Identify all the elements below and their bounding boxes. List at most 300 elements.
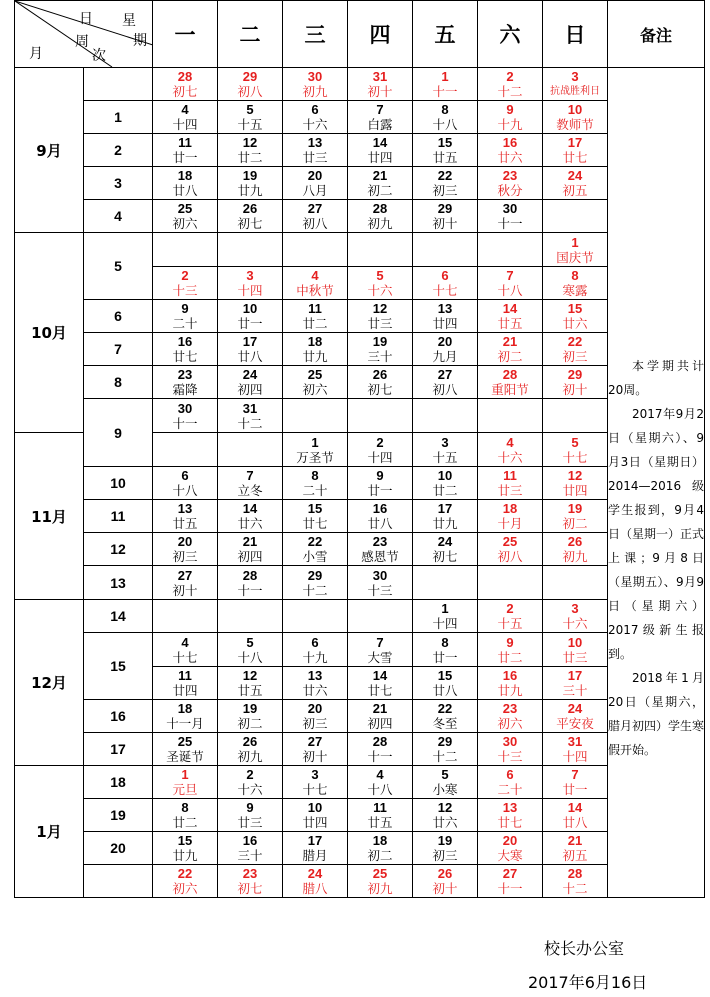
day-cell (348, 633, 413, 667)
day-number: 13 (307, 135, 323, 150)
day-cell (478, 600, 543, 633)
day-number: 9 (376, 468, 384, 483)
day-cell (218, 865, 283, 898)
day-cell (543, 233, 608, 267)
week-row (15, 600, 705, 633)
lunar-label: 十一 (432, 84, 458, 99)
day-cell (543, 832, 608, 865)
day-cell (543, 267, 608, 300)
day-cell (218, 799, 283, 832)
week-row (15, 134, 705, 167)
day-number: 21 (372, 701, 388, 716)
footer-office: 校长办公室 (544, 939, 625, 958)
day-number: 29 (437, 201, 453, 216)
day-number: 13 (502, 800, 518, 815)
week-number: 10 (84, 467, 153, 500)
empty-cell (543, 200, 608, 233)
day-number: 22 (307, 534, 323, 549)
weekday-header: 一 (153, 1, 218, 68)
week-number: 11 (84, 500, 153, 533)
lunar-label: 初六 (172, 216, 198, 231)
day-number: 29 (242, 69, 258, 84)
day-number: 1 (181, 767, 189, 782)
lunar-label: 十一 (172, 415, 198, 431)
day-number: 11 (178, 668, 192, 683)
lunar-label: 十六 (367, 283, 393, 298)
lunar-label: 十月 (497, 516, 523, 531)
day-number: 7 (376, 102, 384, 117)
day-cell (218, 200, 283, 233)
header-corner (15, 1, 153, 68)
day-number: 21 (567, 833, 583, 848)
empty-cell (283, 233, 348, 267)
day-cell (348, 733, 413, 766)
day-cell (218, 399, 283, 433)
day-number: 3 (571, 69, 579, 84)
day-number: 28 (372, 734, 388, 749)
day-cell (478, 832, 543, 865)
lunar-label: 十六 (237, 782, 263, 797)
day-cell (543, 500, 608, 533)
notes-text (608, 354, 704, 762)
lunar-label: 初九 (562, 549, 588, 564)
lunar-label: 十一 (237, 582, 263, 598)
day-cell (218, 566, 283, 600)
lunar-label: 初八 (302, 216, 328, 231)
day-cell (218, 167, 283, 200)
day-cell (478, 300, 543, 333)
day-cell (478, 667, 543, 700)
day-cell (153, 300, 218, 333)
day-cell (543, 600, 608, 633)
day-number: 10 (242, 301, 258, 316)
day-cell (543, 300, 608, 333)
day-number: 29 (307, 567, 323, 583)
day-cell (348, 832, 413, 865)
lunar-label: 初七 (432, 549, 458, 564)
lunar-label: 廿二 (432, 483, 458, 498)
day-cell (153, 766, 218, 799)
day-number: 27 (177, 567, 193, 583)
day-number: 7 (506, 268, 514, 283)
day-number: 6 (181, 468, 189, 483)
lunar-label: 廿七 (562, 150, 588, 165)
lunar-label: 中秋节 (296, 283, 334, 298)
day-number: 12 (372, 301, 388, 316)
lunar-label: 初三 (172, 549, 198, 564)
day-number: 1 (441, 601, 449, 616)
day-cell (413, 433, 478, 467)
day-cell (413, 633, 478, 667)
day-number: 14 (372, 135, 388, 150)
month-label: 9月 (15, 68, 84, 233)
day-number: 24 (567, 168, 583, 183)
month-label: 10月 (15, 233, 84, 433)
day-number: 24 (307, 866, 323, 881)
day-cell (478, 134, 543, 167)
day-cell (218, 733, 283, 766)
day-cell (478, 865, 543, 898)
day-number: 10 (567, 102, 583, 117)
empty-cell (348, 399, 413, 433)
week-number: 4 (84, 200, 153, 233)
day-cell (153, 533, 218, 566)
note-paragraph: 本学期共计20周。 (608, 358, 704, 397)
day-number: 20 (177, 534, 193, 549)
day-number: 9 (506, 634, 514, 650)
day-number: 3 (311, 767, 319, 782)
week-row (15, 68, 705, 101)
day-cell (413, 766, 478, 799)
day-cell (348, 333, 413, 366)
lunar-label: 初九 (237, 749, 263, 764)
day-number: 26 (242, 734, 258, 749)
day-cell (348, 167, 413, 200)
header-row (15, 1, 705, 68)
lunar-label: 腊八 (302, 881, 328, 896)
day-number: 10 (437, 468, 453, 483)
day-number: 25 (502, 534, 518, 549)
day-number: 15 (437, 668, 453, 683)
day-number: 31 (372, 69, 388, 84)
day-number: 2 (506, 69, 514, 84)
lunar-label: 廿六 (302, 683, 328, 698)
lunar-label: 小寒 (432, 782, 458, 797)
lunar-label: 廿四 (432, 316, 458, 331)
lunar-label: 重阳节 (491, 382, 529, 397)
lunar-label: 冬至 (432, 716, 458, 731)
week-number: 3 (84, 167, 153, 200)
day-number: 16 (177, 334, 193, 349)
lunar-label: 十一月 (166, 716, 204, 731)
corner-label-zhou: 周 (75, 34, 89, 50)
lunar-label: 二十 (172, 316, 198, 331)
lunar-label: 廿五 (497, 316, 523, 331)
day-cell (543, 433, 608, 467)
day-cell (218, 366, 283, 399)
day-cell (543, 533, 608, 566)
lunar-label: 廿五 (237, 683, 263, 698)
lunar-label: 廿七 (172, 349, 198, 364)
day-number: 2 (246, 767, 254, 782)
empty-cell (478, 566, 543, 600)
corner-label-ci: 次 (92, 48, 106, 64)
day-number: 25 (372, 866, 388, 881)
day-cell (413, 267, 478, 300)
lunar-label: 廿四 (367, 150, 393, 165)
lunar-label: 廿二 (497, 649, 523, 665)
day-cell (413, 832, 478, 865)
day-cell (283, 799, 348, 832)
day-cell (348, 433, 413, 467)
empty-cell (153, 600, 218, 633)
day-number: 11 (373, 800, 387, 815)
week-number: 1 (84, 101, 153, 134)
lunar-label: 廿八 (432, 683, 458, 698)
day-number: 28 (177, 69, 193, 84)
lunar-label: 初四 (367, 716, 393, 731)
day-number: 14 (242, 501, 258, 516)
day-cell (543, 799, 608, 832)
lunar-label: 廿二 (237, 150, 263, 165)
week-row (15, 300, 705, 333)
day-cell (283, 667, 348, 700)
day-number: 3 (246, 268, 254, 283)
day-number: 12 (242, 135, 258, 150)
day-cell (153, 865, 218, 898)
lunar-label: 十二 (237, 415, 263, 431)
day-number: 31 (567, 734, 583, 749)
day-cell (283, 733, 348, 766)
lunar-label: 十二 (497, 84, 523, 99)
day-cell (348, 566, 413, 600)
lunar-label: 廿五 (432, 150, 458, 165)
lunar-label: 初六 (497, 716, 523, 731)
lunar-label: 十四 (367, 449, 393, 465)
lunar-label: 三十 (237, 848, 263, 863)
day-number: 26 (567, 534, 583, 549)
day-number: 5 (441, 767, 449, 782)
day-cell (283, 467, 348, 500)
lunar-label: 初十 (432, 881, 458, 896)
week-number: 16 (84, 700, 153, 733)
lunar-label: 十四 (237, 283, 263, 298)
day-number: 27 (502, 866, 518, 881)
day-cell (543, 134, 608, 167)
day-cell (283, 366, 348, 399)
day-number: 14 (502, 301, 518, 316)
empty-cell (543, 399, 608, 433)
day-cell (283, 433, 348, 467)
day-cell (543, 333, 608, 366)
day-number: 6 (311, 102, 319, 117)
week-number: 15 (84, 633, 153, 700)
week-row (15, 333, 705, 366)
weekday-header: 二 (218, 1, 283, 68)
day-cell (413, 200, 478, 233)
day-number: 18 (177, 168, 193, 183)
lunar-label: 廿一 (367, 483, 393, 498)
day-cell (478, 467, 543, 500)
week-number: 8 (84, 366, 153, 399)
lunar-label: 初三 (302, 716, 328, 731)
week-number: 9 (84, 399, 153, 467)
month-label: 1月 (15, 766, 84, 898)
day-cell (218, 333, 283, 366)
lunar-label: 十八 (432, 117, 458, 132)
lunar-label: 十七 (172, 649, 198, 665)
day-cell (153, 667, 218, 700)
day-number: 1 (441, 69, 449, 84)
day-cell (543, 733, 608, 766)
lunar-label: 二十 (302, 483, 328, 498)
day-cell (348, 101, 413, 134)
day-number: 16 (502, 668, 518, 683)
day-number: 22 (437, 701, 453, 716)
day-cell (283, 533, 348, 566)
lunar-label: 二十 (497, 782, 523, 797)
day-cell (153, 700, 218, 733)
lunar-label: 十五 (497, 616, 523, 631)
day-number: 19 (437, 833, 453, 848)
day-cell (543, 700, 608, 733)
day-cell (348, 799, 413, 832)
day-number: 30 (177, 400, 193, 416)
day-number: 1 (311, 434, 319, 450)
day-number: 15 (307, 501, 323, 516)
day-cell (348, 700, 413, 733)
day-number: 7 (246, 468, 254, 483)
lunar-label: 初四 (237, 382, 263, 397)
day-cell (478, 799, 543, 832)
day-cell (413, 799, 478, 832)
month-label: 11月 (15, 433, 84, 600)
day-number: 16 (502, 135, 518, 150)
lunar-label: 廿六 (497, 150, 523, 165)
day-cell (543, 167, 608, 200)
day-cell (413, 533, 478, 566)
day-number: 23 (502, 701, 518, 716)
empty-cell (413, 399, 478, 433)
day-number: 11 (308, 301, 322, 316)
day-cell (478, 333, 543, 366)
lunar-label: 感恩节 (361, 549, 399, 564)
day-cell (478, 733, 543, 766)
day-cell (348, 766, 413, 799)
lunar-label: 大寒 (497, 848, 523, 863)
day-cell (218, 68, 283, 101)
week-row (15, 865, 705, 898)
day-number: 26 (372, 367, 388, 382)
day-number: 28 (502, 367, 518, 382)
lunar-label: 初十 (367, 84, 393, 99)
lunar-label: 初二 (562, 516, 588, 531)
lunar-label: 廿四 (302, 815, 328, 830)
lunar-label: 十六 (302, 117, 328, 132)
lunar-label: 初七 (367, 382, 393, 397)
empty-cell (218, 233, 283, 267)
day-number: 22 (567, 334, 583, 349)
week-row (15, 467, 705, 500)
lunar-label: 廿五 (172, 516, 198, 531)
day-number: 26 (242, 201, 258, 216)
day-cell (478, 200, 543, 233)
lunar-label: 十三 (497, 749, 523, 764)
lunar-label: 平安夜 (556, 716, 594, 731)
day-number: 15 (177, 833, 193, 848)
day-cell (153, 799, 218, 832)
lunar-label: 十三 (172, 283, 198, 298)
lunar-label: 廿六 (432, 815, 458, 830)
day-cell (413, 733, 478, 766)
lunar-label: 十八 (172, 483, 198, 498)
day-number: 14 (567, 800, 583, 815)
day-number: 24 (567, 701, 583, 716)
day-number: 17 (242, 334, 258, 349)
day-cell (153, 566, 218, 600)
lunar-label: 十七 (302, 782, 328, 797)
week-number: 14 (84, 600, 153, 633)
day-number: 20 (437, 334, 453, 349)
day-number: 1 (571, 234, 579, 250)
day-number: 4 (181, 102, 189, 117)
day-cell (283, 500, 348, 533)
day-number: 9 (181, 301, 189, 316)
lunar-label: 廿九 (497, 683, 523, 698)
day-number: 25 (307, 367, 323, 382)
day-cell (153, 333, 218, 366)
day-cell (348, 500, 413, 533)
day-cell (348, 68, 413, 101)
day-cell (413, 600, 478, 633)
week-number (84, 865, 153, 898)
day-cell (218, 134, 283, 167)
day-number: 15 (567, 301, 583, 316)
day-cell (218, 832, 283, 865)
day-number: 20 (307, 701, 323, 716)
lunar-label: 八月 (302, 183, 328, 198)
day-cell (153, 68, 218, 101)
week-row (15, 200, 705, 233)
day-cell (543, 467, 608, 500)
day-number: 5 (571, 434, 579, 450)
week-number (84, 68, 153, 101)
lunar-label: 初五 (562, 183, 588, 198)
day-cell (348, 667, 413, 700)
lunar-label: 廿三 (562, 649, 588, 665)
empty-cell (348, 600, 413, 633)
day-number: 8 (441, 634, 449, 650)
day-number: 15 (437, 135, 453, 150)
day-number: 12 (242, 668, 258, 683)
day-number: 26 (437, 866, 453, 881)
empty-cell (348, 233, 413, 267)
lunar-label: 十四 (432, 616, 458, 631)
lunar-label: 初八 (237, 84, 263, 99)
lunar-label: 廿二 (172, 815, 198, 830)
lunar-label: 初二 (237, 716, 263, 731)
day-number: 27 (307, 201, 323, 216)
day-number: 28 (372, 201, 388, 216)
day-cell (218, 633, 283, 667)
notes-cell (608, 68, 705, 898)
day-number: 17 (567, 668, 583, 683)
day-cell (543, 101, 608, 134)
empty-cell (153, 233, 218, 267)
lunar-label: 廿七 (302, 516, 328, 531)
day-cell (218, 500, 283, 533)
day-number: 12 (567, 468, 583, 483)
corner-label-qi: 期 (133, 33, 147, 49)
lunar-label: 廿七 (367, 683, 393, 698)
day-number: 25 (177, 201, 193, 216)
lunar-label: 初九 (302, 84, 328, 99)
day-cell (543, 68, 608, 101)
lunar-label: 万圣节 (296, 449, 334, 465)
day-cell (153, 366, 218, 399)
day-cell (543, 865, 608, 898)
day-cell (283, 267, 348, 300)
week-number: 2 (84, 134, 153, 167)
lunar-label: 初八 (497, 549, 523, 564)
day-number: 8 (181, 800, 189, 815)
day-number: 19 (242, 701, 258, 716)
day-cell (283, 101, 348, 134)
day-number: 6 (506, 767, 514, 782)
week-row (15, 700, 705, 733)
day-cell (283, 633, 348, 667)
day-number: 6 (441, 268, 449, 283)
